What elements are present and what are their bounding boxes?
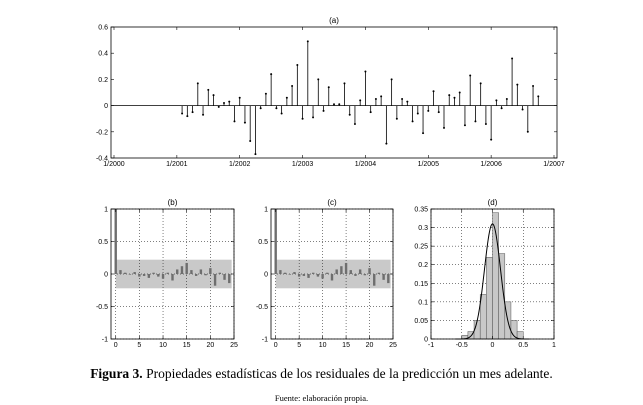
stem-marker bbox=[202, 114, 204, 116]
x-tick-label: 0.5 bbox=[518, 342, 529, 349]
acf-bar bbox=[148, 274, 150, 278]
acf-bar bbox=[228, 274, 230, 283]
stem-marker bbox=[511, 57, 513, 59]
acf-bar bbox=[345, 263, 347, 274]
y-tick-label: 0 bbox=[424, 336, 428, 344]
x-tick-label: 25 bbox=[389, 342, 397, 349]
stem-marker bbox=[532, 85, 534, 87]
stem-marker bbox=[270, 73, 272, 75]
stem-marker bbox=[359, 99, 361, 101]
acf-bar bbox=[200, 269, 202, 274]
x-tick-label: 20 bbox=[206, 342, 215, 349]
x-tick-label: 1/2005 bbox=[417, 161, 439, 168]
acf-bar bbox=[354, 274, 356, 276]
y-tick-label: 0.1 bbox=[418, 299, 428, 307]
x-tick-label: -0.5 bbox=[455, 342, 468, 349]
acf-bar bbox=[373, 274, 375, 286]
acf-bar bbox=[152, 273, 154, 274]
acf-bar bbox=[340, 266, 342, 274]
histogram-bar bbox=[486, 257, 492, 339]
x-tick-label: 20 bbox=[365, 342, 374, 349]
acf-bar bbox=[312, 273, 314, 274]
x-tick-label: 5 bbox=[297, 342, 302, 349]
stem-marker bbox=[474, 120, 476, 122]
stem-marker bbox=[495, 99, 497, 101]
acf-bar bbox=[284, 273, 286, 274]
stem-marker bbox=[453, 97, 455, 99]
stem-marker bbox=[380, 95, 382, 97]
stem-marker bbox=[302, 118, 304, 120]
stem-marker bbox=[480, 82, 482, 84]
stem-marker bbox=[328, 86, 330, 88]
acf-bar bbox=[359, 269, 361, 274]
x-tick-label: 1/2006 bbox=[480, 161, 502, 168]
acf-bar bbox=[167, 273, 169, 274]
stem-marker bbox=[181, 112, 183, 114]
acf-bar bbox=[133, 272, 135, 274]
y-tick-label: 0.5 bbox=[258, 239, 268, 246]
acf-bar bbox=[195, 274, 197, 276]
x-tick-label: 15 bbox=[342, 342, 350, 349]
stem-marker bbox=[427, 110, 429, 112]
y-tick-label: 0.15 bbox=[414, 280, 428, 288]
stem-marker bbox=[354, 123, 356, 125]
stem-marker bbox=[286, 97, 288, 99]
y-tick-label: 0.6 bbox=[98, 24, 108, 32]
y-tick-label: 0.4 bbox=[98, 50, 108, 58]
stem-marker bbox=[364, 71, 366, 73]
acf-bar bbox=[335, 269, 337, 274]
stem-marker bbox=[396, 118, 398, 120]
y-tick-label: -1 bbox=[261, 336, 268, 344]
stem-marker bbox=[485, 123, 487, 125]
acf-bar bbox=[293, 272, 295, 274]
acf-bar bbox=[157, 274, 159, 277]
stem-marker bbox=[333, 103, 335, 105]
stem-marker bbox=[537, 95, 539, 97]
stem-marker bbox=[412, 120, 414, 122]
x-tick-label: -1 bbox=[427, 342, 435, 349]
stem-marker bbox=[207, 89, 209, 91]
acf-bar bbox=[138, 274, 140, 277]
stem-marker bbox=[197, 82, 199, 84]
acf-bar bbox=[317, 274, 319, 277]
x-tick-label: 5 bbox=[137, 342, 142, 349]
acf-bar bbox=[190, 270, 192, 274]
acf-bar bbox=[124, 273, 126, 274]
stem-marker bbox=[506, 98, 508, 100]
x-tick-label: 1 bbox=[552, 342, 556, 349]
acf-bar bbox=[176, 269, 178, 274]
figure-caption-label: Figura 3. bbox=[90, 366, 143, 381]
acf-bar bbox=[368, 268, 370, 274]
stem-marker bbox=[281, 112, 283, 114]
stem-marker bbox=[275, 107, 277, 109]
y-tick-label: 0.35 bbox=[414, 206, 428, 214]
figure-source: Fuente: elaboración propia. bbox=[274, 393, 369, 403]
stem-marker bbox=[296, 64, 298, 66]
stem-marker bbox=[323, 110, 325, 112]
x-tick-label: 0 bbox=[490, 342, 495, 349]
stem-marker bbox=[464, 124, 466, 126]
acf-bar bbox=[119, 270, 121, 274]
stem-marker bbox=[438, 111, 440, 113]
acf-bar bbox=[303, 274, 305, 276]
panel-title: (d) bbox=[487, 198, 498, 207]
y-tick-label: -0.2 bbox=[95, 129, 108, 137]
acf-bar bbox=[181, 266, 183, 274]
x-tick-label: 0 bbox=[113, 342, 118, 349]
acf-bar bbox=[387, 274, 389, 283]
x-tick-label: 10 bbox=[159, 342, 167, 349]
stem-marker bbox=[307, 40, 309, 42]
x-tick-label: 15 bbox=[182, 342, 191, 349]
stem-marker bbox=[291, 85, 293, 87]
y-tick-label: -1 bbox=[101, 336, 108, 344]
acf-bar bbox=[143, 274, 145, 276]
stem-marker bbox=[527, 131, 529, 133]
x-tick-label: 0 bbox=[273, 342, 278, 349]
acf-bar bbox=[364, 274, 366, 275]
y-tick-label: -0.4 bbox=[95, 155, 108, 163]
stem-marker bbox=[522, 109, 524, 111]
stem-marker bbox=[417, 112, 419, 114]
acf-bar bbox=[382, 274, 384, 280]
x-tick-label: 1/2002 bbox=[229, 161, 251, 168]
y-tick-label: -0.5 bbox=[255, 304, 268, 311]
acf-bar bbox=[279, 270, 281, 274]
x-tick-label: 1/2003 bbox=[291, 161, 314, 168]
y-tick-label: 0 bbox=[104, 271, 108, 279]
acf-bar bbox=[115, 209, 117, 274]
y-tick-label: 0 bbox=[264, 271, 268, 279]
acf-bar bbox=[350, 270, 352, 274]
acf-bar bbox=[219, 273, 221, 274]
stem-marker bbox=[370, 111, 372, 113]
acf-bar bbox=[209, 268, 211, 274]
panel-title: (c) bbox=[327, 198, 337, 207]
acf-bar bbox=[185, 263, 187, 274]
stem-marker bbox=[312, 116, 314, 118]
y-tick-label: 0.25 bbox=[414, 243, 428, 251]
stem-marker bbox=[406, 101, 408, 103]
stem-marker bbox=[244, 122, 246, 124]
stem-marker bbox=[448, 94, 450, 96]
acf-bar bbox=[326, 273, 328, 274]
y-tick-label: 0.2 bbox=[98, 76, 108, 84]
acf-bar bbox=[204, 274, 206, 275]
stem-marker bbox=[343, 82, 345, 84]
acf-bar bbox=[331, 274, 333, 281]
y-tick-label: 1 bbox=[264, 206, 268, 214]
acf-bar bbox=[378, 273, 380, 274]
stem-marker bbox=[239, 97, 241, 99]
acf-bar bbox=[214, 274, 216, 286]
acf-bar bbox=[321, 274, 323, 279]
x-tick-label: 1/2007 bbox=[543, 161, 565, 168]
stem-marker bbox=[186, 115, 188, 117]
panel-title: (a) bbox=[329, 16, 339, 25]
panel-title: (b) bbox=[167, 198, 178, 207]
acf-bar bbox=[298, 274, 300, 277]
acf-bar bbox=[171, 274, 173, 281]
acf-bar bbox=[274, 209, 276, 274]
figure-caption-text: Propiedades estadísticas de los residuales de la predicción un mes adelante. bbox=[146, 366, 553, 381]
stem-marker bbox=[317, 78, 319, 80]
y-tick-label: 0 bbox=[104, 103, 108, 111]
y-tick-label: 0.05 bbox=[414, 317, 428, 325]
figure-caption bbox=[0, 366, 643, 382]
x-tick-label: 25 bbox=[230, 342, 238, 349]
stem-marker bbox=[228, 101, 230, 103]
stem-marker bbox=[443, 127, 445, 129]
acf-bar bbox=[307, 274, 309, 278]
x-tick-label: 1/2004 bbox=[354, 161, 377, 168]
stem-marker bbox=[516, 84, 518, 86]
stem-marker bbox=[385, 143, 387, 145]
x-tick-label: 10 bbox=[318, 342, 327, 349]
stem-marker bbox=[459, 92, 461, 94]
stem-marker bbox=[249, 140, 251, 142]
stem-marker bbox=[218, 106, 220, 108]
stem-marker bbox=[501, 107, 503, 109]
y-tick-label: -0.5 bbox=[95, 304, 108, 311]
x-tick-label: 1/2000 bbox=[103, 161, 125, 168]
acf-bar bbox=[162, 274, 164, 279]
stem-marker bbox=[422, 132, 424, 134]
stem-marker bbox=[260, 107, 262, 109]
acf-bar bbox=[223, 274, 225, 280]
histogram-bar bbox=[480, 294, 486, 339]
y-tick-label: 0.2 bbox=[418, 262, 428, 270]
stem-marker bbox=[375, 98, 377, 100]
acf-bar bbox=[129, 274, 131, 275]
stem-marker bbox=[401, 98, 403, 100]
stem-marker bbox=[469, 74, 471, 76]
acf-bar bbox=[289, 274, 291, 275]
stem-marker bbox=[391, 78, 393, 80]
stem-marker bbox=[233, 120, 235, 122]
stem-marker bbox=[338, 103, 340, 105]
x-tick-label: 1/2001 bbox=[166, 161, 188, 168]
y-tick-label: 1 bbox=[104, 206, 108, 214]
stem-marker bbox=[265, 93, 267, 95]
stem-marker bbox=[213, 94, 215, 96]
stem-marker bbox=[490, 139, 492, 141]
stem-marker bbox=[223, 102, 225, 104]
y-tick-label: 0.5 bbox=[98, 239, 108, 246]
plot-frame-0 bbox=[111, 27, 557, 158]
stem-marker bbox=[192, 111, 194, 113]
stem-marker bbox=[254, 153, 256, 155]
stem-marker bbox=[349, 114, 351, 116]
stem-marker bbox=[433, 90, 435, 92]
y-tick-label: 0.3 bbox=[418, 225, 428, 233]
